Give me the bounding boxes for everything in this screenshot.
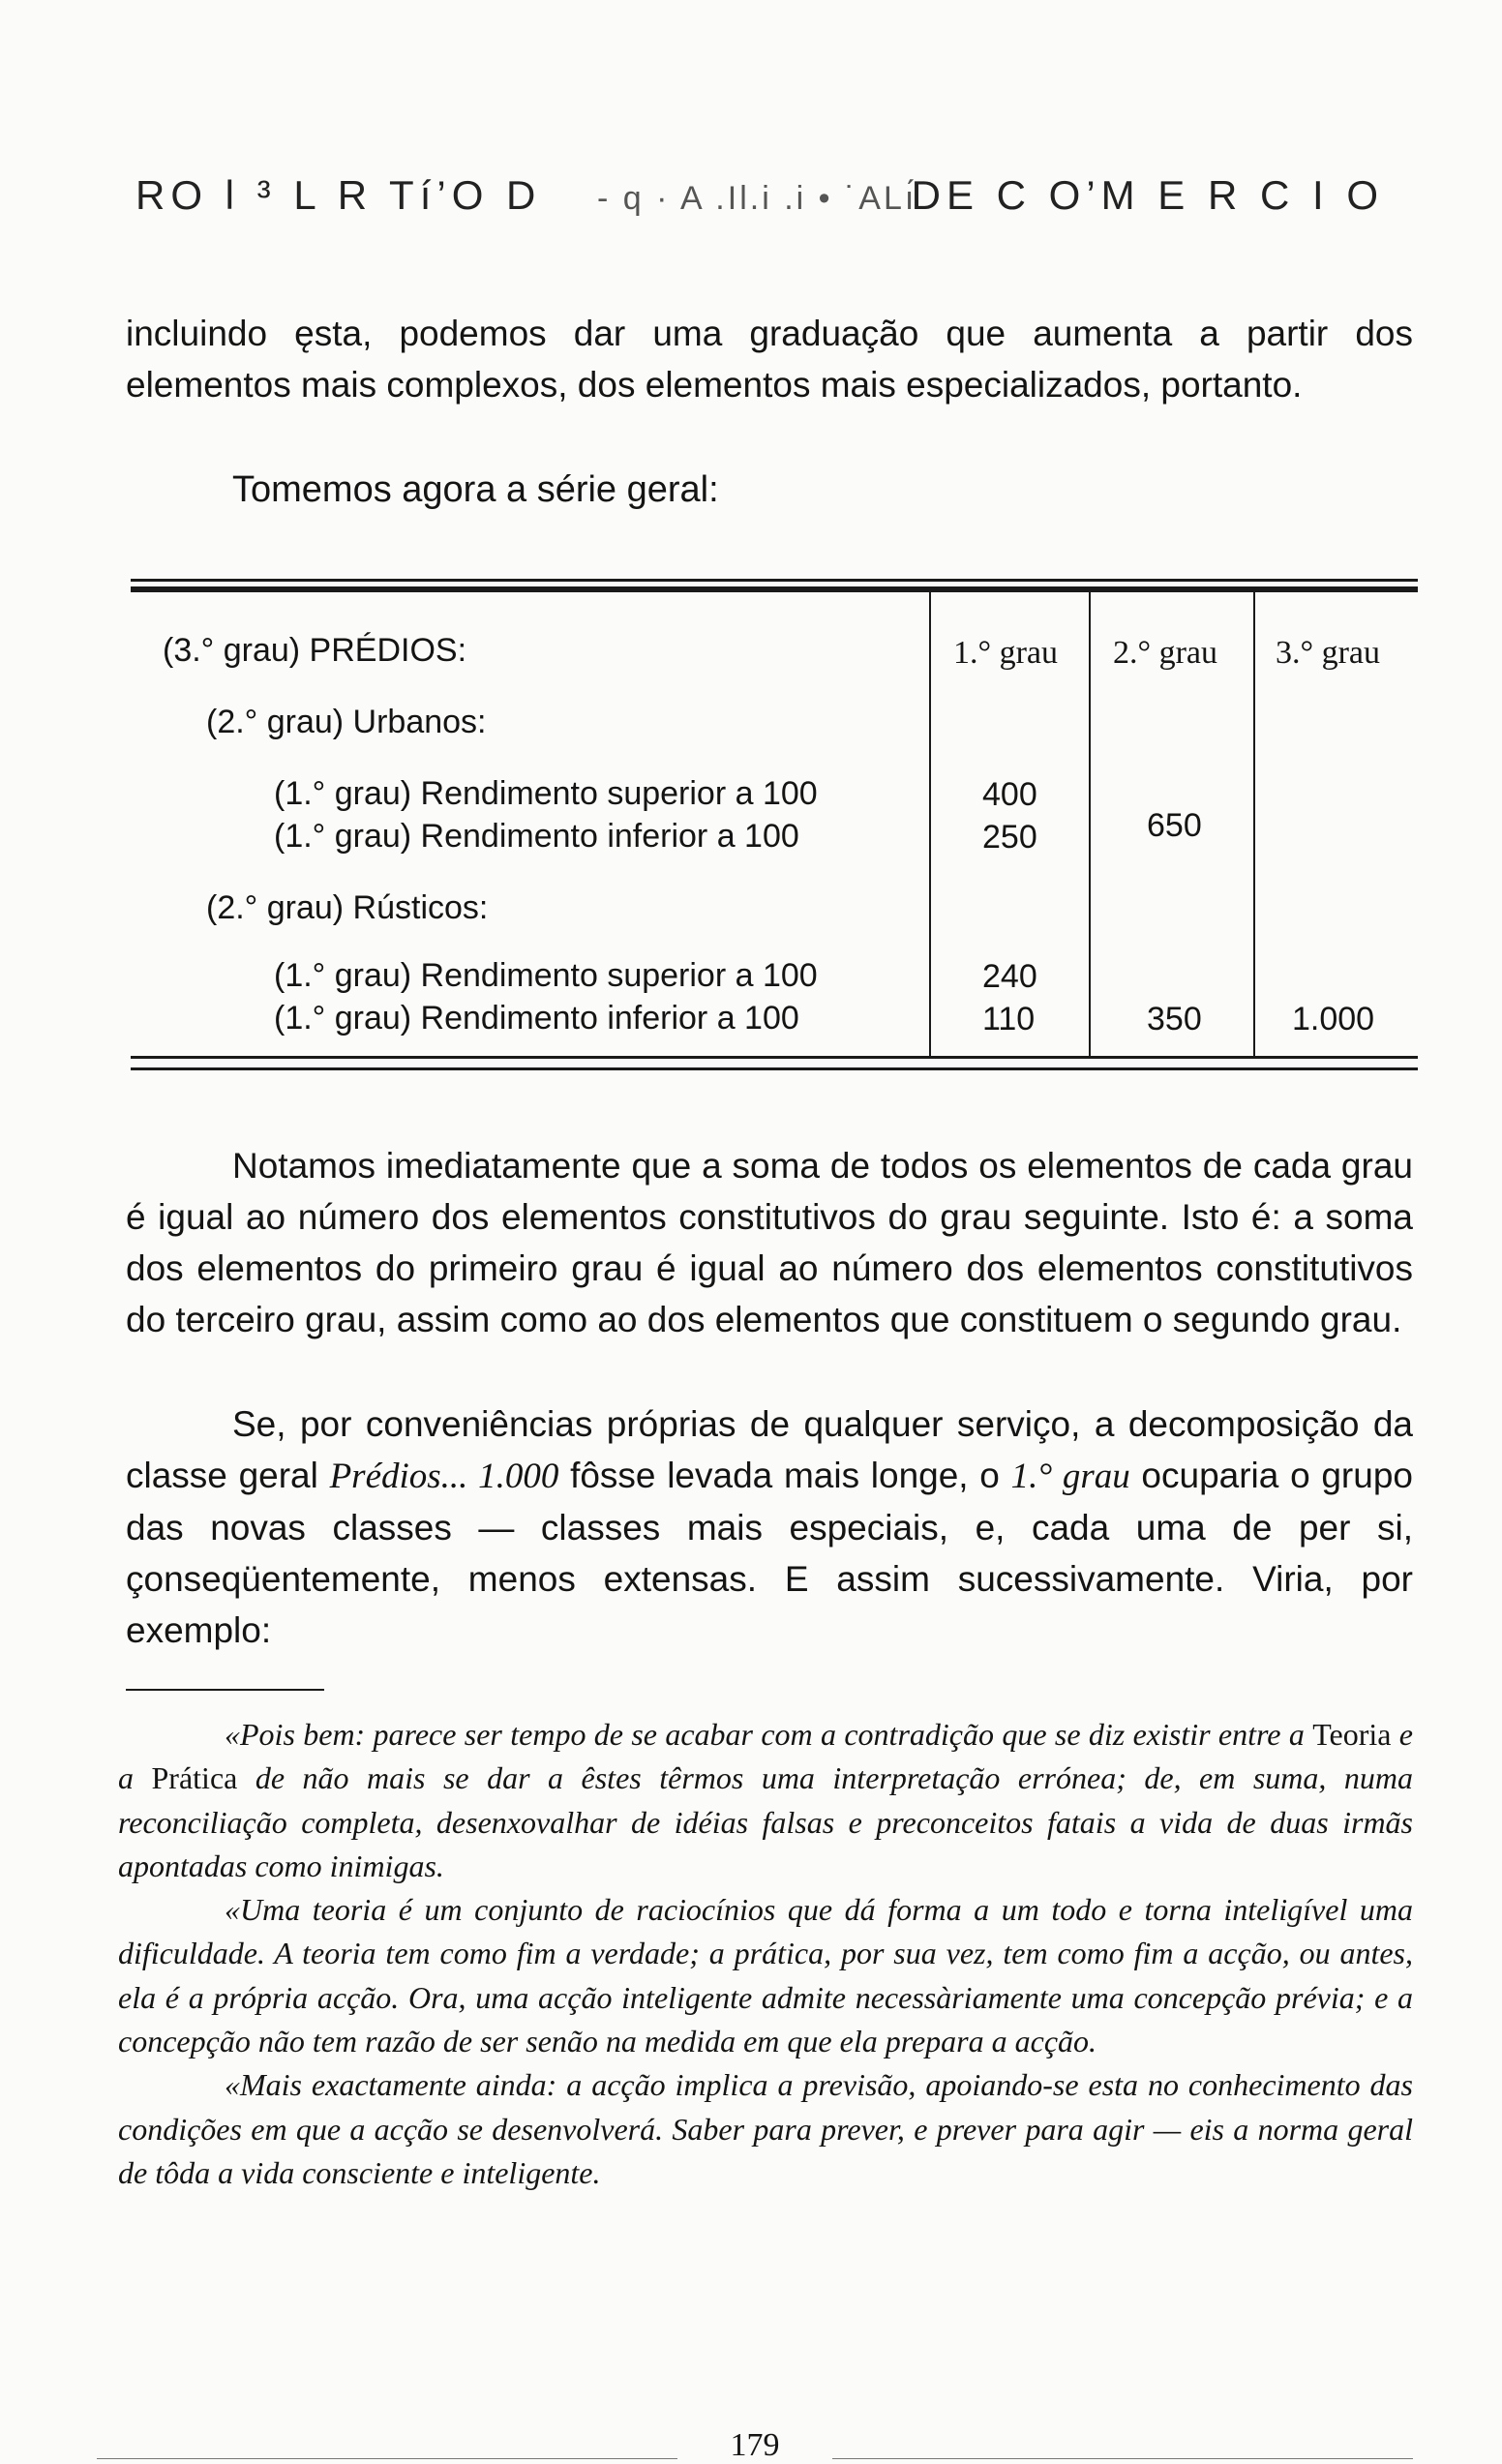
- footnote-1-text-c: de não mais se dar a êstes têrmos uma interpretação errónea; de, em suma, numa reconciliação completa, desenxovalhar de idéias falsas e preconceitos fatais a vida de duas irmãs apontadas como inimigas.: [118, 1760, 1414, 1883]
- row-rusticos-inferior: (1.° grau) Rendimento inferior a 100: [274, 1000, 799, 1037]
- header-left: RO l ³ L R Tí’O D: [135, 172, 542, 218]
- p2-text-a: Se, por conveniências próprias de qualquer serviço, a decomposição da classe geral: [126, 1404, 1413, 1495]
- header-right: DE C O’M E R C I O: [911, 172, 1384, 218]
- column-divider-1: [929, 592, 931, 1057]
- value-urbanos-superior: 400: [982, 776, 1037, 813]
- page-number: 179: [730, 2427, 780, 2463]
- col-header-2nd-grade: 2.° grau: [1113, 635, 1218, 671]
- footnotes: [118, 1713, 1413, 2195]
- body-paragraph-2: [126, 1398, 1413, 1656]
- value-predios-total: 1.000: [1292, 1001, 1375, 1037]
- running-header: [135, 172, 1384, 221]
- footnote-1-text-b: e a: [118, 1717, 1414, 1796]
- table-top-rule-thin: [131, 579, 1418, 582]
- p2-text-c: ocuparia o grupo das novas classes — classes mais especiais, e, cada uma de per si, çonseqüentemente, menos extensas. E assim sucessivamente. Viria, por exemplo:: [126, 1456, 1413, 1650]
- table-bottom-rule-thin: [131, 1056, 1418, 1059]
- value-rusticos-total: 350: [1147, 1001, 1202, 1037]
- series-intro-line: Tomemos agora a série geral:: [232, 469, 719, 510]
- col-header-3rd-grade: 3.° grau: [1276, 635, 1381, 671]
- footer-rule-left: [97, 2458, 677, 2459]
- row-rusticos: (2.° grau) Rústicos:: [206, 889, 489, 926]
- value-urbanos-total: 650: [1147, 807, 1202, 844]
- table-top-rule-thick: [131, 586, 1418, 592]
- footnote-3: «Mais exactamente ainda: a acção implica a previsão, apoiando-se esta no conhecimento das condições em que a acção se desenvolverá. Saber para prever, e prever para agir — eis a norma geral de tôda a vida consciente e inteligente.: [118, 2067, 1413, 2190]
- row-urbanos-inferior: (1.° grau) Rendimento inferior a 100: [274, 818, 799, 855]
- footnote-1-teoria: Teoria: [1312, 1717, 1392, 1752]
- column-divider-2: [1089, 592, 1091, 1057]
- value-rusticos-inferior: 110: [982, 1001, 1036, 1037]
- row-urbanos: (2.° grau) Urbanos:: [206, 704, 487, 740]
- p2-italic-grau: 1.° grau: [1010, 1457, 1130, 1496]
- p2-italic-predios: Prédios... 1.000: [329, 1457, 559, 1496]
- intro-paragraph: incluindo ęsta, podemos dar uma graduação que aumenta a partir dos elementos mais complexos, dos elementos mais especializados, portanto.: [126, 314, 1413, 405]
- body-paragraph-1: Notamos imediatamente que a soma de todos os elementos de cada grau é igual ao número dos elementos constitutivos do grau seguinte. Isto é: a soma dos elementos do primeiro grau é igual ao número dos elementos constitutivos do terceiro grau, assim como ao dos elementos que constituem o segundo grau.: [126, 1146, 1413, 1339]
- row-rusticos-superior: (1.° grau) Rendimento superior a 100: [274, 957, 818, 994]
- footer-rule-right: [832, 2458, 1413, 2459]
- footnote-1-text-a: «Pois bem: parece ser tempo de se acabar com a contradição que se diz existir entre a: [225, 1717, 1313, 1752]
- table-bottom-rule: [131, 1067, 1418, 1070]
- row-predios: (3.° grau) PRÉDIOS:: [163, 632, 467, 669]
- col-header-1st-grade: 1.° grau: [953, 635, 1059, 671]
- footnote-1-pratica: Prática: [151, 1760, 238, 1796]
- value-urbanos-inferior: 250: [982, 819, 1037, 856]
- footnote-1: [118, 1713, 1413, 1888]
- p2-text-b: fôsse levada mais longe, o: [558, 1456, 1011, 1495]
- value-rusticos-superior: 240: [982, 958, 1037, 995]
- column-divider-3: [1253, 592, 1255, 1057]
- footnote-2: «Uma teoria é um conjunto de raciocínios que dá forma a um todo e torna inteligível uma dificuldade. A teoria tem como fim a verdade; a prática, por sua vez, tem como fim a acção, ou antes, ela é a própria acção. Ora, uma acção inteligente admite necessàriamente uma concepção prévia; e a concepção não tem razão de ser senão na medida em que ela prepara a acção.: [118, 1892, 1413, 2059]
- footnote-separator: [126, 1689, 324, 1691]
- row-urbanos-superior: (1.° grau) Rendimento superior a 100: [274, 775, 818, 812]
- header-middle: - q · A .Il.i .i • ˙ALı́: [597, 180, 917, 217]
